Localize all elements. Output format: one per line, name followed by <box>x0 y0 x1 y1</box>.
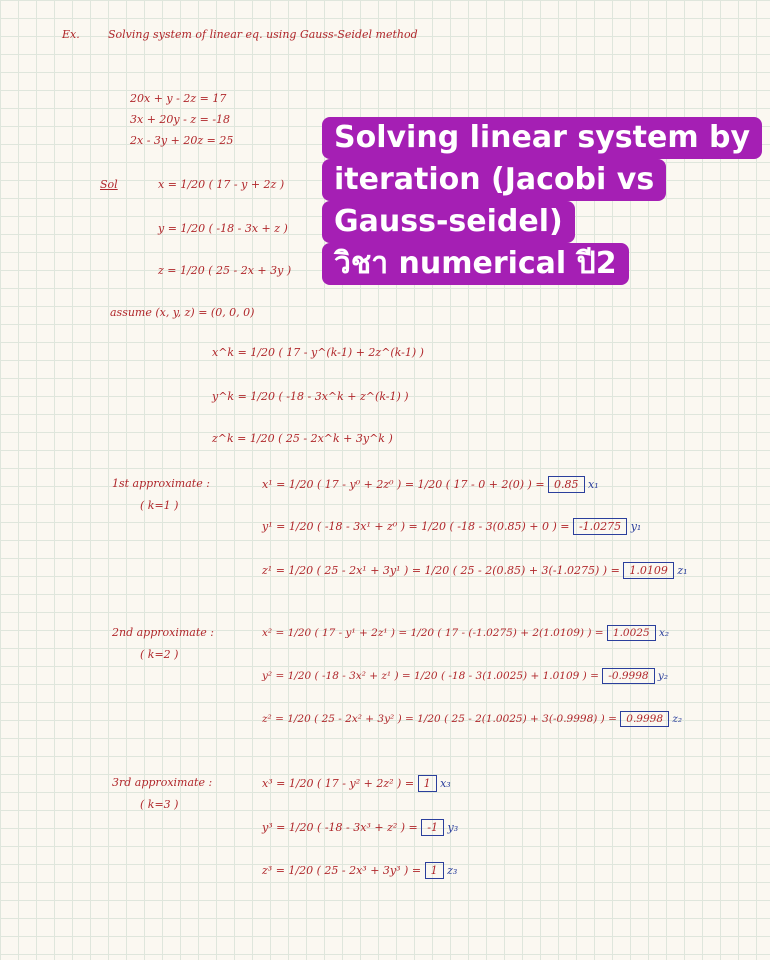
solution-y: y = 1/20 ( -18 - 3x + z ) <box>158 222 288 235</box>
approx-2-z-tag: z₂ <box>672 713 683 725</box>
approx-2-y-tag: y₂ <box>657 670 669 682</box>
banner-line-1: Solving linear system by <box>322 117 762 159</box>
approx-1-label: 1st approximate : <box>112 477 210 490</box>
approx-3-z-tag: z₃ <box>447 864 458 877</box>
formula-z: z^k = 1/20 ( 25 - 2x^k + 3y^k ) <box>212 432 393 445</box>
approx-1-row-z <box>262 564 688 577</box>
system-eq-3: 2x - 3y + 20z = 25 <box>130 134 234 147</box>
approx-3-z-result: 1 <box>425 862 444 879</box>
approx-3-y-tag: y₃ <box>447 821 459 834</box>
approx-3-x-expr: x³ = 1/20 ( 17 - y² + 2z² ) = <box>262 777 415 790</box>
approx-3-x-tag: x₃ <box>440 777 451 790</box>
approx-2-k: ( k=2 ) <box>140 648 179 661</box>
approx-2-row-y <box>262 670 668 682</box>
formula-y: y^k = 1/20 ( -18 - 3x^k + z^(k-1) ) <box>212 390 409 403</box>
approx-3-z-expr: z³ = 1/20 ( 25 - 2x³ + 3y³ ) = <box>262 864 422 877</box>
assume-initial: assume (x, y, z) = (0, 0, 0) <box>110 306 255 319</box>
approx-3-y-result: -1 <box>421 819 444 836</box>
approx-2-z-expr: z² = 1/20 ( 25 - 2x² + 3y² ) = 1/20 ( 25 - 2(1.0025) + 3(-0.9998) ) = <box>262 713 617 725</box>
approx-1-row-y <box>262 520 641 533</box>
approx-3-row-y <box>262 821 458 834</box>
banner-line-3: Gauss-seidel) <box>322 201 575 243</box>
approx-2-x-expr: x² = 1/20 ( 17 - y¹ + 2z¹ ) = 1/20 ( 17 - (-1.0275) + 2(1.0109) ) = <box>262 627 604 639</box>
approx-2-x-tag: x₂ <box>659 627 670 639</box>
approx-2-y-result: -0.9998 <box>602 668 654 684</box>
approx-2-y-expr: y² = 1/20 ( -18 - 3x² + z¹ ) = 1/20 ( -18 - 3(1.0025) + 1.0109 ) = <box>262 670 599 682</box>
approx-2-x-result: 1.0025 <box>607 625 656 641</box>
approx-1-y-result: -1.0275 <box>573 518 627 535</box>
approx-1-x-result: 0.85 <box>548 476 585 493</box>
approx-1-row-x <box>262 478 599 491</box>
approx-1-y-tag: y₁ <box>630 520 642 533</box>
approx-1-z-tag: z₁ <box>677 564 688 577</box>
approx-1-z-result: 1.0109 <box>623 562 674 579</box>
approx-3-row-x <box>262 777 451 790</box>
banner-line-2: iteration (Jacobi vs <box>322 159 666 201</box>
approx-2-label: 2nd approximate : <box>112 626 214 639</box>
solution-z: z = 1/20 ( 25 - 2x + 3y ) <box>158 264 292 277</box>
approx-1-k: ( k=1 ) <box>140 499 179 512</box>
example-prefix: Ex. <box>62 28 80 41</box>
banner-line-4: วิชา numerical ปี2 <box>322 243 629 285</box>
system-eq-2: 3x + 20y - z = -18 <box>130 113 231 126</box>
approx-1-z-expr: z¹ = 1/20 ( 25 - 2x¹ + 3y¹ ) = 1/20 ( 25 - 2(0.85) + 3(-1.0275) ) = <box>262 564 620 577</box>
formula-x: x^k = 1/20 ( 17 - y^(k-1) + 2z^(k-1) ) <box>212 346 424 359</box>
system-eq-1: 20x + y - 2z = 17 <box>130 92 227 105</box>
example-title: Solving system of linear eq. using Gauss-Seidel method <box>108 28 418 41</box>
solution-x: x = 1/20 ( 17 - y + 2z ) <box>158 178 285 191</box>
approx-1-y-expr: y¹ = 1/20 ( -18 - 3x¹ + z⁰ ) = 1/20 ( -18 - 3(0.85) + 0 ) = <box>262 520 570 533</box>
approx-2-z-result: 0.9998 <box>620 711 669 727</box>
approx-2-row-z <box>262 713 682 725</box>
approx-3-row-z <box>262 864 457 877</box>
approx-2-row-x <box>262 627 669 639</box>
approx-3-k: ( k=3 ) <box>140 798 179 811</box>
approx-1-x-expr: x¹ = 1/20 ( 17 - y⁰ + 2z⁰ ) = 1/20 ( 17 - 0 + 2(0) ) = <box>262 478 545 491</box>
approx-3-label: 3rd approximate : <box>112 776 213 789</box>
solution-label: Sol <box>100 178 118 191</box>
approx-3-x-result: 1 <box>418 775 437 792</box>
approx-1-x-tag: x₁ <box>588 478 599 491</box>
approx-3-y-expr: y³ = 1/20 ( -18 - 3x³ + z² ) = <box>262 821 418 834</box>
